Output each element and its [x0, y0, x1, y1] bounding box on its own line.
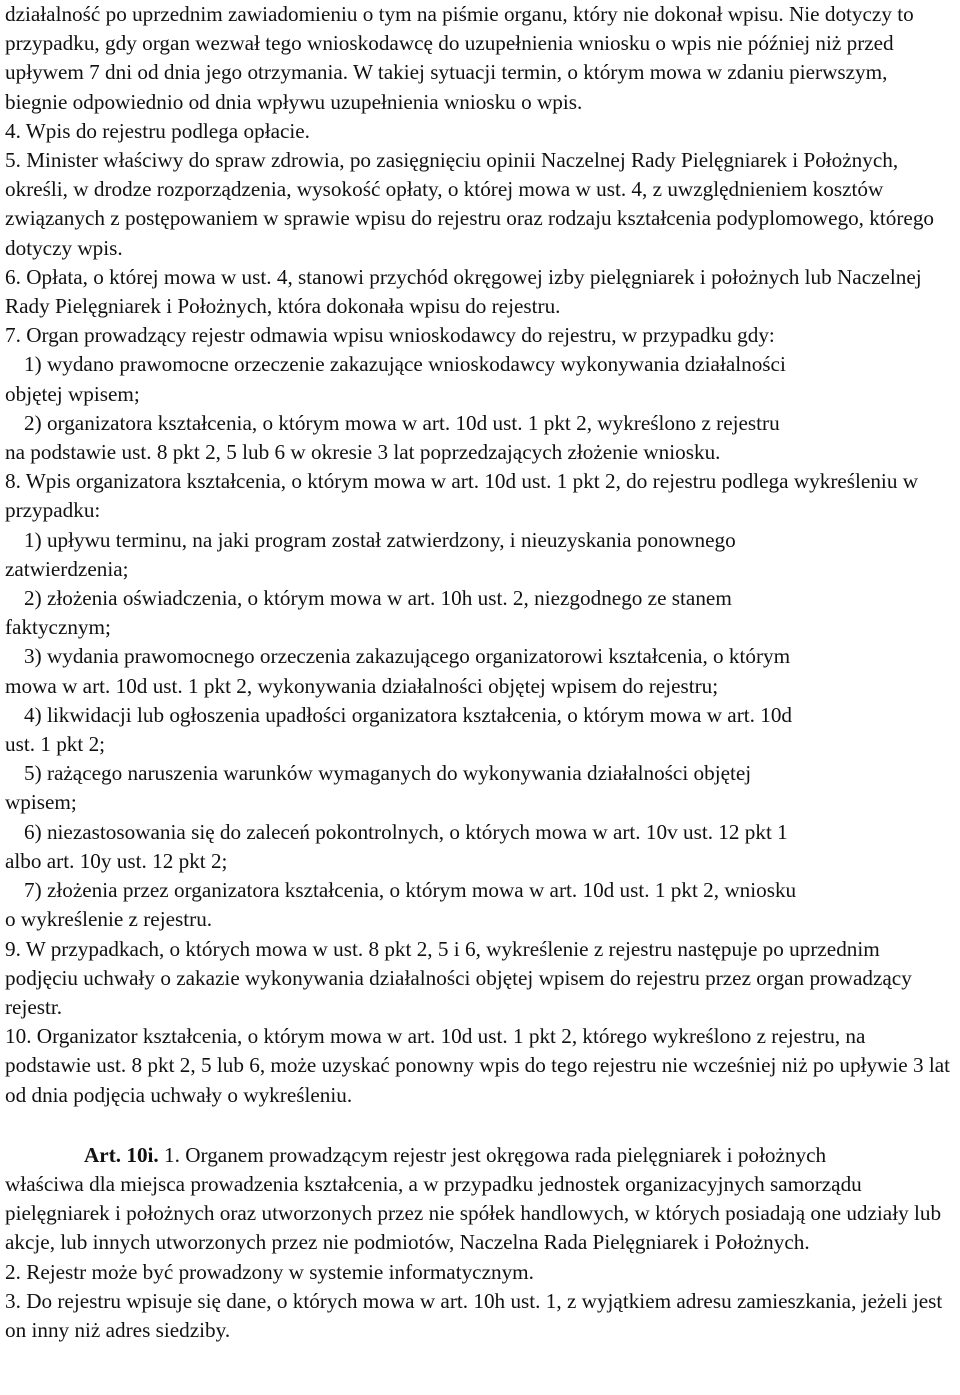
article-p2: 2. Rejestr może być prowadzony w systemie informatycznym.	[5, 1259, 534, 1284]
article-10i-first-line	[5, 1141, 955, 1170]
article-label: Art. 10i.	[84, 1142, 159, 1167]
paragraph-7-item-1-cont: objętej wpisem;	[5, 381, 140, 406]
article-p1-start: 1. Organem prowadzącym rejestr jest okręgowa rada pielęgniarek i położnych	[158, 1142, 827, 1167]
paragraph-8-item-6-cont: albo art. 10y ust. 12 pkt 2;	[5, 848, 228, 873]
paragraph-8-item-3: 3) wydania prawomocnego orzeczenia zakazującego organizatorowi kształcenia, o którym	[24, 644, 791, 669]
article-p1-cont: właściwa dla miejsca prowadzenia kształcenia, a w przypadku jednostek organizacyjnych samorządu pielęgniarek i położnych oraz utworzonych przez nie spółek handlowych, w których posiadają one udziały lub akcje, lub innych utworzonych przez nie podmiotów, Naczelna Rada Pielęgniarek i Położnych.	[5, 1171, 942, 1255]
section-gap	[5, 1110, 955, 1141]
paragraph-8-item-4: 4) likwidacji lub ogłoszenia upadłości organizatora kształcenia, o którym mowa w art. 10d	[24, 702, 793, 727]
article-p3: 3. Do rejestru wpisuje się dane, o których mowa w art. 10h ust. 1, z wyjątkiem adresu zamieszkania, jeżeli jest on inny niż adres siedziby.	[5, 1288, 943, 1342]
paragraph-8-item-7: 7) złożenia przez organizatora kształcenia, o którym mowa w art. 10d ust. 1 pkt 2, wniosku	[24, 878, 797, 903]
paragraph-8: 8. Wpis organizatora kształcenia, o którym mowa w art. 10d ust. 1 pkt 2, do rejestru podlega wykreśleniu w przypadku:	[5, 469, 919, 523]
paragraph-10: 10. Organizator kształcenia, o którym mowa w art. 10d ust. 1 pkt 2, którego wykreślono z rejestru, na podstawie ust. 8 pkt 2, 5 lub 6, może uzyskać ponowny wpis do tego rejestru nie wcześniej niż po upływie 3 lat od dnia podjęcia uchwały o wykreśleniu.	[5, 1024, 951, 1107]
paragraph-5: 5. Minister właściwy do spraw zdrowia, po zasięgnięciu opinii Naczelnej Rady Pielęgniarek i Położnych, określi, w drodze rozporządzenia, wysokość opłaty, o której mowa w ust. 4, z uwzględnieniem kosztów związanych z postępowaniem w sprawie wpisu do rejestru oraz rodzaju kształcenia podyplomowego, którego dotyczy wpis.	[5, 148, 935, 260]
paragraph-8-item-4-cont: ust. 1 pkt 2;	[5, 732, 106, 757]
paragraph-intro: działalność po uprzednim zawiadomieniu o tym na piśmie organu, który nie dokonał wpisu. Nie dotyczy to przypadku, gdy organ wezwał tego wnioskodawcę do uzupełnienia wniosku o wpis nie później niż przed upływem 7 dni od dnia jego otrzymania. W takiej sytuacji termin, o którym mowa w zdaniu pierwszym, biegnie odpowiednio od dnia wpływu uzupełnienia wniosku o wpis.	[5, 2, 914, 114]
paragraph-4: 4. Wpis do rejestru podlega opłacie.	[5, 118, 310, 143]
paragraph-8-item-2-cont: faktycznym;	[5, 615, 111, 640]
paragraph-8-item-1-cont: zatwierdzenia;	[5, 556, 129, 581]
paragraph-7-item-2-cont: na podstawie ust. 8 pkt 2, 5 lub 6 w okresie 3 lat poprzedzających złożenie wniosku.	[5, 440, 721, 465]
paragraph-8-item-7-cont: o wykreślenie z rejestru.	[5, 907, 213, 932]
paragraph-8-item-5-cont: wpisem;	[5, 790, 77, 815]
paragraph-8-item-5: 5) rażącego naruszenia warunków wymaganych do wykonywania działalności objętej	[24, 761, 752, 786]
paragraph-7: 7. Organ prowadzący rejestr odmawia wpisu wnioskodawcy do rejestru, w przypadku gdy:	[5, 323, 775, 348]
paragraph-6: 6. Opłata, o której mowa w ust. 4, stanowi przychód okręgowej izby pielęgniarek i położnych lub Naczelnej Rady Pielęgniarek i Położnych, która dokonała wpisu do rejestru.	[5, 264, 922, 319]
paragraph-8-item-2: 2) złożenia oświadczenia, o którym mowa w art. 10h ust. 2, niezgodnego ze stanem	[24, 586, 732, 611]
paragraph-7-item-2: 2) organizatora kształcenia, o którym mowa w art. 10d ust. 1 pkt 2, wykreślono z rejestru	[24, 410, 780, 435]
paragraph-8-item-6: 6) niezastosowania się do zaleceń pokontrolnych, o których mowa w art. 10v ust. 12 pkt 1	[24, 819, 788, 844]
paragraph-7-item-1: 1) wydano prawomocne orzeczenie zakazujące wnioskodawcy wykonywania działalności	[24, 352, 786, 377]
paragraph-9: 9. W przypadkach, o których mowa w ust. 8 pkt 2, 5 i 6, wykreślenie z rejestru następuje po uprzednim podjęciu uchwały o zakazie wykonywania działalności objętej wpisem do rejestru przez organ prowadzący rejestr.	[5, 936, 912, 1019]
paragraph-8-item-1: 1) upływu terminu, na jaki program został zatwierdzony, i nieuzyskania ponownego	[24, 527, 736, 552]
paragraph-8-item-3-cont: mowa w art. 10d ust. 1 pkt 2, wykonywania działalności objętej wpisem do rejestru;	[5, 673, 719, 698]
